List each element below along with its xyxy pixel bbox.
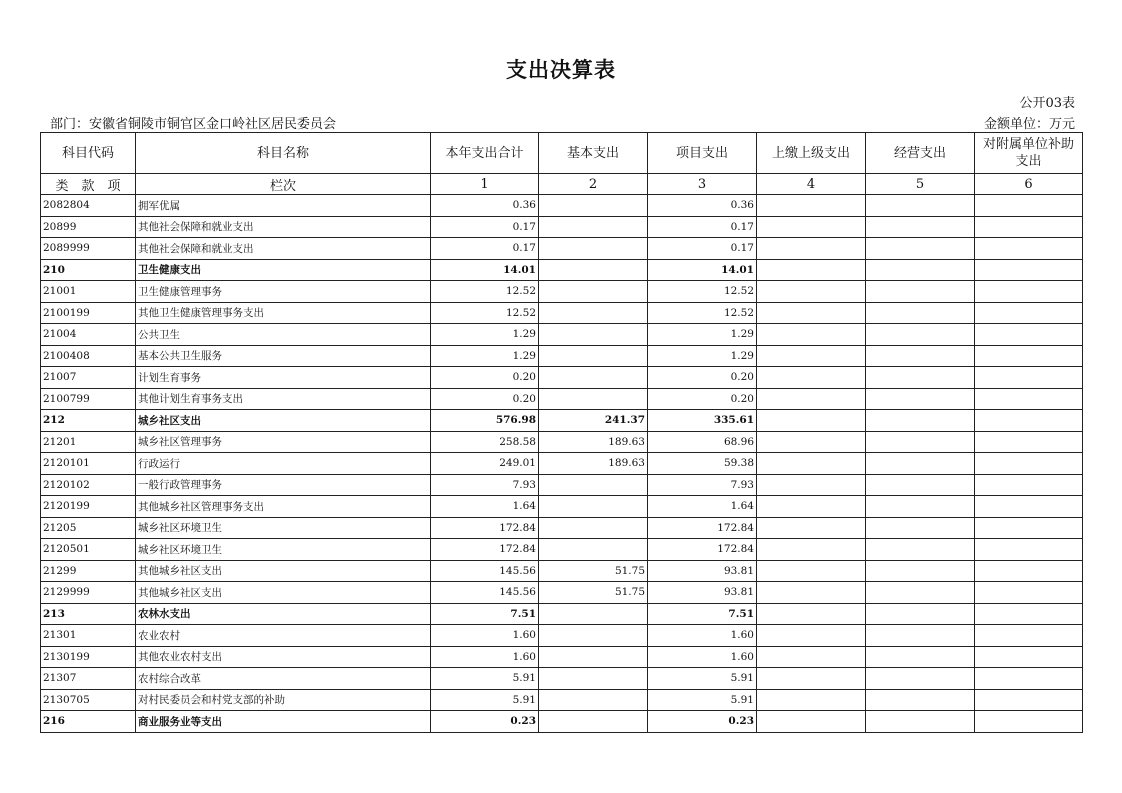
cell-subsidiary-subsidy <box>975 603 1083 625</box>
cell-subsidiary-subsidy <box>975 646 1083 668</box>
table-row <box>41 539 1083 561</box>
cell-project: 0.20 <box>648 388 757 410</box>
cell-code: 21301 <box>41 625 136 647</box>
cell-code: 2120102 <box>41 474 136 496</box>
cell-project: 93.81 <box>648 560 757 582</box>
cell-project: 7.93 <box>648 474 757 496</box>
cell-project: 59.38 <box>648 453 757 475</box>
cell-operating <box>866 388 975 410</box>
cell-subsidiary-subsidy <box>975 259 1083 281</box>
cell-name: 城乡社区环境卫生 <box>136 539 431 561</box>
table-row <box>41 496 1083 518</box>
cell-name: 对村民委员会和村党支部的补助 <box>136 689 431 711</box>
table-row <box>41 582 1083 604</box>
cell-name: 卫生健康支出 <box>136 259 431 281</box>
cell-project: 0.36 <box>648 195 757 217</box>
cell-upper-payment <box>757 195 866 217</box>
cell-project: 12.52 <box>648 302 757 324</box>
table-body <box>41 195 1083 733</box>
cell-code: 21201 <box>41 431 136 453</box>
table-row <box>41 410 1083 432</box>
cell-project: 0.20 <box>648 367 757 389</box>
table-row <box>41 238 1083 260</box>
cell-operating <box>866 195 975 217</box>
cell-name: 拥军优属 <box>136 195 431 217</box>
table-row <box>41 453 1083 475</box>
cell-project: 172.84 <box>648 539 757 561</box>
cell-basic <box>539 345 648 367</box>
cell-project: 172.84 <box>648 517 757 539</box>
cell-operating <box>866 259 975 281</box>
cell-total: 0.17 <box>431 216 539 238</box>
cell-upper-payment <box>757 281 866 303</box>
index-col-2: 2 <box>539 174 648 195</box>
cell-total: 0.23 <box>431 711 539 733</box>
cell-total: 0.20 <box>431 388 539 410</box>
cell-code: 2120199 <box>41 496 136 518</box>
cell-name: 其他社会保障和就业支出 <box>136 216 431 238</box>
table-row <box>41 302 1083 324</box>
cell-operating <box>866 474 975 496</box>
cell-name: 其他城乡社区支出 <box>136 582 431 604</box>
cell-code: 20899 <box>41 216 136 238</box>
cell-basic: 189.63 <box>539 453 648 475</box>
cell-project: 0.17 <box>648 216 757 238</box>
cell-code: 21004 <box>41 324 136 346</box>
table-row <box>41 668 1083 690</box>
cell-name: 其他计划生育事务支出 <box>136 388 431 410</box>
cell-basic <box>539 517 648 539</box>
cell-total: 1.64 <box>431 496 539 518</box>
cell-project: 1.60 <box>648 646 757 668</box>
table-row <box>41 281 1083 303</box>
cell-total: 7.51 <box>431 603 539 625</box>
cell-name: 卫生健康管理事务 <box>136 281 431 303</box>
cell-upper-payment <box>757 259 866 281</box>
cell-name: 基本公共卫生服务 <box>136 345 431 367</box>
cell-upper-payment <box>757 496 866 518</box>
cell-basic <box>539 238 648 260</box>
cell-project: 14.01 <box>648 259 757 281</box>
cell-code: 2120501 <box>41 539 136 561</box>
cell-basic: 51.75 <box>539 560 648 582</box>
cell-project: 5.91 <box>648 668 757 690</box>
cell-basic <box>539 302 648 324</box>
cell-subsidiary-subsidy <box>975 195 1083 217</box>
cell-code: 2082804 <box>41 195 136 217</box>
cell-upper-payment <box>757 474 866 496</box>
index-lanci: 栏次 <box>136 174 431 195</box>
header-row <box>41 133 1083 174</box>
table-row <box>41 431 1083 453</box>
cell-basic <box>539 668 648 690</box>
table-row <box>41 388 1083 410</box>
cell-basic <box>539 216 648 238</box>
cell-basic <box>539 281 648 303</box>
table-row <box>41 216 1083 238</box>
cell-total: 0.36 <box>431 195 539 217</box>
cell-name: 农业农村 <box>136 625 431 647</box>
cell-project: 1.29 <box>648 324 757 346</box>
cell-subsidiary-subsidy <box>975 560 1083 582</box>
cell-total: 1.29 <box>431 324 539 346</box>
cell-operating <box>866 238 975 260</box>
form-number: 公开03表 <box>1019 96 1075 111</box>
cell-code: 2100799 <box>41 388 136 410</box>
index-lei: 类 <box>55 178 69 194</box>
cell-operating <box>866 216 975 238</box>
cell-project: 1.64 <box>648 496 757 518</box>
cell-basic <box>539 496 648 518</box>
cell-basic <box>539 603 648 625</box>
cell-code: 2100199 <box>41 302 136 324</box>
cell-upper-payment <box>757 603 866 625</box>
cell-total: 7.93 <box>431 474 539 496</box>
cell-basic <box>539 259 648 281</box>
expenditure-table <box>40 132 1083 733</box>
cell-subsidiary-subsidy <box>975 539 1083 561</box>
cell-operating <box>866 324 975 346</box>
cell-name: 城乡社区支出 <box>136 410 431 432</box>
table-row <box>41 689 1083 711</box>
cell-operating <box>866 711 975 733</box>
cell-code: 21299 <box>41 560 136 582</box>
table-row <box>41 324 1083 346</box>
index-xiang: 项 <box>107 178 121 194</box>
cell-code: 2089999 <box>41 238 136 260</box>
cell-upper-payment <box>757 582 866 604</box>
cell-project: 335.61 <box>648 410 757 432</box>
cell-name: 计划生育事务 <box>136 367 431 389</box>
table-row <box>41 603 1083 625</box>
cell-project: 68.96 <box>648 431 757 453</box>
cell-total: 145.56 <box>431 560 539 582</box>
cell-subsidiary-subsidy <box>975 302 1083 324</box>
index-col-6: 6 <box>975 174 1083 195</box>
table-row <box>41 345 1083 367</box>
table-row <box>41 259 1083 281</box>
cell-operating <box>866 496 975 518</box>
cell-name: 其他卫生健康管理事务支出 <box>136 302 431 324</box>
table-row <box>41 517 1083 539</box>
cell-name: 城乡社区环境卫生 <box>136 517 431 539</box>
cell-name: 一般行政管理事务 <box>136 474 431 496</box>
header-basic: 基本支出 <box>539 133 648 174</box>
cell-project: 5.91 <box>648 689 757 711</box>
cell-subsidiary-subsidy <box>975 324 1083 346</box>
cell-code: 213 <box>41 603 136 625</box>
cell-upper-payment <box>757 216 866 238</box>
cell-project: 1.29 <box>648 345 757 367</box>
cell-basic <box>539 474 648 496</box>
cell-upper-payment <box>757 539 866 561</box>
cell-total: 0.17 <box>431 238 539 260</box>
cell-code: 212 <box>41 410 136 432</box>
cell-upper-payment <box>757 238 866 260</box>
cell-code: 2120101 <box>41 453 136 475</box>
cell-basic <box>539 646 648 668</box>
cell-upper-payment <box>757 517 866 539</box>
cell-code: 2129999 <box>41 582 136 604</box>
cell-total: 0.20 <box>431 367 539 389</box>
cell-code: 2130705 <box>41 689 136 711</box>
table-row <box>41 195 1083 217</box>
cell-operating <box>866 345 975 367</box>
cell-name: 其他社会保障和就业支出 <box>136 238 431 260</box>
cell-upper-payment <box>757 388 866 410</box>
cell-total: 172.84 <box>431 517 539 539</box>
cell-total: 258.58 <box>431 431 539 453</box>
cell-subsidiary-subsidy <box>975 216 1083 238</box>
cell-total: 249.01 <box>431 453 539 475</box>
cell-basic <box>539 195 648 217</box>
cell-total: 1.60 <box>431 625 539 647</box>
cell-total: 1.60 <box>431 646 539 668</box>
cell-code: 21307 <box>41 668 136 690</box>
cell-name: 农村综合改革 <box>136 668 431 690</box>
cell-basic <box>539 539 648 561</box>
cell-operating <box>866 517 975 539</box>
cell-upper-payment <box>757 625 866 647</box>
cell-project: 0.23 <box>648 711 757 733</box>
cell-operating <box>866 668 975 690</box>
index-col-5: 5 <box>866 174 975 195</box>
cell-operating <box>866 646 975 668</box>
cell-name: 城乡社区管理事务 <box>136 431 431 453</box>
cell-code: 21205 <box>41 517 136 539</box>
cell-operating <box>866 603 975 625</box>
cell-operating <box>866 302 975 324</box>
index-row <box>41 174 1083 195</box>
table-row <box>41 367 1083 389</box>
cell-subsidiary-subsidy <box>975 453 1083 475</box>
cell-subsidiary-subsidy <box>975 431 1083 453</box>
cell-subsidiary-subsidy <box>975 410 1083 432</box>
cell-subsidiary-subsidy <box>975 625 1083 647</box>
cell-total: 576.98 <box>431 410 539 432</box>
cell-basic <box>539 625 648 647</box>
cell-subsidiary-subsidy <box>975 345 1083 367</box>
header-subsidiary-subsidy: 对附属单位补助支出 <box>975 133 1083 174</box>
cell-basic: 51.75 <box>539 582 648 604</box>
cell-subsidiary-subsidy <box>975 367 1083 389</box>
index-col-1: 1 <box>431 174 539 195</box>
cell-project: 93.81 <box>648 582 757 604</box>
header-project: 项目支出 <box>648 133 757 174</box>
cell-total: 5.91 <box>431 668 539 690</box>
cell-upper-payment <box>757 668 866 690</box>
cell-subsidiary-subsidy <box>975 238 1083 260</box>
header-operating: 经营支出 <box>866 133 975 174</box>
cell-name: 行政运行 <box>136 453 431 475</box>
cell-upper-payment <box>757 646 866 668</box>
cell-total: 12.52 <box>431 302 539 324</box>
cell-operating <box>866 431 975 453</box>
cell-upper-payment <box>757 431 866 453</box>
cell-subsidiary-subsidy <box>975 281 1083 303</box>
table-row <box>41 646 1083 668</box>
cell-operating <box>866 689 975 711</box>
cell-subsidiary-subsidy <box>975 668 1083 690</box>
cell-code: 21007 <box>41 367 136 389</box>
cell-code: 210 <box>41 259 136 281</box>
cell-subsidiary-subsidy <box>975 517 1083 539</box>
index-col-4: 4 <box>757 174 866 195</box>
cell-project: 7.51 <box>648 603 757 625</box>
header-total: 本年支出合计 <box>431 133 539 174</box>
cell-upper-payment <box>757 345 866 367</box>
cell-operating <box>866 625 975 647</box>
cell-code: 216 <box>41 711 136 733</box>
amount-unit-label: 金额单位：万元 <box>983 117 1075 132</box>
cell-basic <box>539 367 648 389</box>
cell-subsidiary-subsidy <box>975 496 1083 518</box>
cell-operating <box>866 410 975 432</box>
cell-name: 其他城乡社区支出 <box>136 560 431 582</box>
cell-upper-payment <box>757 367 866 389</box>
cell-name: 农林水支出 <box>136 603 431 625</box>
cell-basic <box>539 711 648 733</box>
cell-basic: 241.37 <box>539 410 648 432</box>
cell-name: 公共卫生 <box>136 324 431 346</box>
cell-subsidiary-subsidy <box>975 711 1083 733</box>
cell-subsidiary-subsidy <box>975 582 1083 604</box>
cell-upper-payment <box>757 302 866 324</box>
cell-subsidiary-subsidy <box>975 689 1083 711</box>
cell-code: 2100408 <box>41 345 136 367</box>
cell-basic <box>539 689 648 711</box>
cell-subsidiary-subsidy <box>975 388 1083 410</box>
cell-operating <box>866 560 975 582</box>
index-col-3: 3 <box>648 174 757 195</box>
cell-basic <box>539 324 648 346</box>
cell-total: 5.91 <box>431 689 539 711</box>
cell-subsidiary-subsidy <box>975 474 1083 496</box>
cell-operating <box>866 539 975 561</box>
cell-operating <box>866 582 975 604</box>
header-code: 科目代码 <box>41 133 136 174</box>
page-title: 支出决算表 <box>506 58 616 82</box>
header-upper-payment: 上缴上级支出 <box>757 133 866 174</box>
cell-basic: 189.63 <box>539 431 648 453</box>
cell-operating <box>866 367 975 389</box>
cell-project: 12.52 <box>648 281 757 303</box>
index-kuan: 款 <box>81 178 95 194</box>
cell-project: 0.17 <box>648 238 757 260</box>
table-row <box>41 474 1083 496</box>
cell-code: 2130199 <box>41 646 136 668</box>
cell-name: 其他城乡社区管理事务支出 <box>136 496 431 518</box>
cell-upper-payment <box>757 560 866 582</box>
cell-upper-payment <box>757 410 866 432</box>
cell-project: 1.60 <box>648 625 757 647</box>
cell-upper-payment <box>757 711 866 733</box>
table-row <box>41 711 1083 733</box>
cell-upper-payment <box>757 324 866 346</box>
cell-total: 12.52 <box>431 281 539 303</box>
table-row <box>41 560 1083 582</box>
index-code-cell <box>41 174 136 195</box>
cell-operating <box>866 453 975 475</box>
header-name: 科目名称 <box>136 133 431 174</box>
cell-upper-payment <box>757 453 866 475</box>
cell-code: 21001 <box>41 281 136 303</box>
department-label: 部门：安徽省铜陵市铜官区金口岭社区居民委员会 <box>50 117 337 132</box>
cell-total: 172.84 <box>431 539 539 561</box>
cell-total: 145.56 <box>431 582 539 604</box>
cell-name: 商业服务业等支出 <box>136 711 431 733</box>
table-row <box>41 625 1083 647</box>
cell-total: 1.29 <box>431 345 539 367</box>
cell-basic <box>539 388 648 410</box>
cell-operating <box>866 281 975 303</box>
cell-upper-payment <box>757 689 866 711</box>
cell-name: 其他农业农村支出 <box>136 646 431 668</box>
cell-total: 14.01 <box>431 259 539 281</box>
